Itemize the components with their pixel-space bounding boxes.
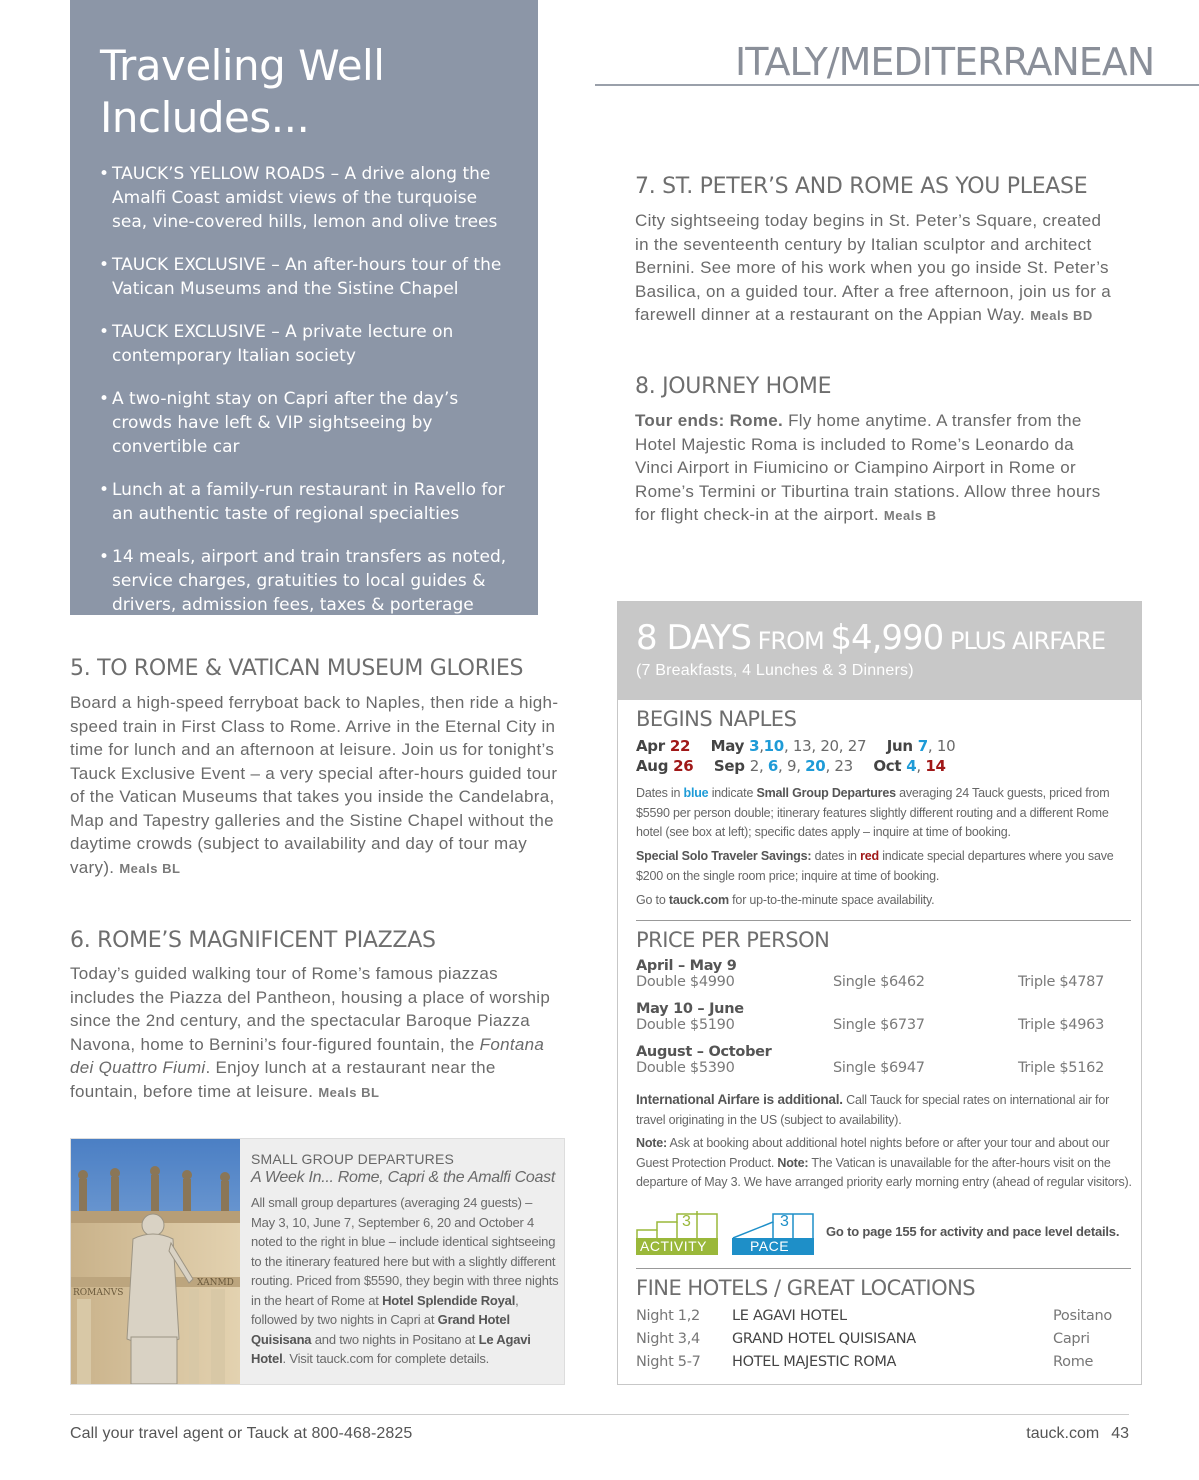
includes-box: [70, 0, 538, 615]
price-single: Single $6462: [833, 974, 925, 990]
activity-steps-icon: [636, 1211, 718, 1238]
hotel-location: Rome: [1053, 1354, 1094, 1370]
price-box: [617, 601, 1142, 1385]
hotel-name: HOTEL MAJESTIC ROMA: [732, 1354, 897, 1370]
price-double: Double $5190: [636, 1017, 735, 1033]
days-label: 8 DAYS: [636, 618, 751, 658]
date-blue: 10: [763, 737, 784, 755]
day8-meals: Meals B: [883, 508, 937, 523]
date-blue: 6: [767, 757, 779, 775]
divider: [636, 1268, 1131, 1269]
price-title: PRICE PER PERSON: [636, 928, 830, 952]
day5-body: [70, 691, 565, 880]
day6-meals: Meals BL: [318, 1084, 380, 1100]
photo-inscription: ROMANVS: [73, 1288, 124, 1298]
price-triple: Triple $5162: [1018, 1060, 1105, 1076]
day5-title: 5. TO ROME & VATICAN MUSEUM GLORIES: [70, 656, 524, 681]
begins-title: BEGINS NAPLES: [636, 707, 797, 731]
includes-item: • Lunch at a family-run restaurant in Ravello for an authentic taste of regional specialties: [100, 478, 516, 526]
dates-line-2: [636, 757, 962, 775]
level-note: Go to page 155 for activity and pace level details.: [826, 1224, 1120, 1239]
hotels-title: FINE HOTELS / GREAT LOCATIONS: [636, 1276, 976, 1300]
sg-body-b: , followed by two nights in Capri at: [251, 1292, 519, 1327]
includes-item: • TAUCK EXCLUSIVE – An after-hours tour of the Vatican Museums and the Sistine Chapel: [100, 253, 516, 301]
hotel-nights: Night 5-7: [636, 1354, 701, 1370]
airfare-label: PLUS AIRFARE: [943, 627, 1106, 655]
date-blue: 3: [749, 737, 760, 755]
pace-level: [732, 1211, 814, 1255]
hotel-name: LE AGAVI HOTEL: [732, 1308, 847, 1324]
pace-steps-icon: [732, 1211, 814, 1238]
day6-text-b: . Enjoy lunch at a restaurant near the fountain, before time at leisure.: [70, 1058, 496, 1101]
price-header: [618, 602, 1141, 700]
dates-oct: Oct 4, 14: [873, 757, 946, 775]
day5-meals: Meals BL: [119, 860, 181, 876]
dates-aug: Aug 26: [636, 757, 694, 775]
note-hotel-vatican: Note: Ask at booking about additional hotel nights before or after your tour and about our Guest Protection Product. Note: The Vatican is unavailable for the after-hours visit on the departure of May 3. We have arranged priority early morning entry (ahead of regular visitors).: [636, 1136, 1132, 1189]
day6-body: [70, 962, 565, 1104]
activity-level-number: 3: [682, 1213, 691, 1230]
dates-apr: Apr 22: [636, 737, 691, 755]
price-period: May 10 – June: [636, 1001, 744, 1017]
day8-title: 8. JOURNEY HOME: [635, 374, 832, 399]
day8-lead: Tour ends: Rome.: [635, 411, 784, 430]
hotel-name: GRAND HOTEL QUISISANA: [732, 1331, 916, 1347]
day6-fountain-name: Fontana dei Quattro Fiumi: [70, 1034, 545, 1077]
date-red: 14: [925, 757, 946, 775]
hotel-row: [636, 1331, 1136, 1353]
photo-inscription-2: XANMD: [197, 1278, 234, 1288]
day6-text-a: Today’s guided walking tour of Rome’s famous piazzas includes the Piazza del Pantheon, housing a place of worship since the 2nd century, and the spectacular Baroque Piazza Navona, home to Bernini’s four-figured fountain, the: [70, 964, 551, 1054]
price-period: August – October: [636, 1044, 772, 1060]
price-period: April – May 9: [636, 958, 737, 974]
footer-rule: [70, 1414, 1129, 1415]
includes-list: [100, 162, 516, 617]
includes-item: • 14 meals, airport and train transfers as noted, service charges, gratuities to local guides & drivers, admission fees, taxes & porterage: [100, 545, 516, 617]
sg-body-a: All small group departures (averaging 24 guests) – May 3, 10, June 7, September 6, 20 and October 4 noted to the right in blue – include identical sightseeing to the itinerary featured here but with a slightly different routing. Priced from $5590, they begin with three nights in the heart of Rome at: [251, 1195, 559, 1308]
price-single: Single $6737: [833, 1017, 925, 1033]
day6-title: 6. ROME’S MAGNIFICENT PIAZZAS: [70, 928, 436, 953]
price-triple: Triple $4787: [1018, 974, 1105, 990]
footer-contact: Call your travel agent or Tauck at 800-468-2825: [70, 1425, 413, 1442]
price-row: [636, 1001, 1136, 1037]
footer-site-link[interactable]: tauck.com: [1026, 1425, 1100, 1442]
hotel-location: Positano: [1053, 1308, 1112, 1324]
date-blue: 20: [805, 757, 826, 775]
day5-text: Board a high-speed ferryboat back to Naples, then ride a high-speed train in First Class to Rome. Arrive in the Eternal City in time for lunch and an afternoon at leisure. Join us for tonight’s Tauck Exclusive Event – a very special after-hours guided tour of the Vatican Museums that takes you inside the Candelabra, Map and Tapestry galleries and the Sistine Chapel without the daytime crowds (subject to availability and day of tour may vary).: [70, 693, 559, 877]
price-triple: Triple $4963: [1018, 1017, 1105, 1033]
page-number: 43: [1111, 1425, 1129, 1442]
dates-jun: Jun 7, 10: [886, 737, 956, 755]
price-row: [636, 958, 1136, 994]
day8-text: Fly home anytime. A transfer from the Hotel Majestic Roma is included to Rome’s Leonardo da Vinci Airport in Fiumicino or Ciampino Airport in Rome or Rome’s Termini or Tiburtina train stations. Allow three hours for flight check-in at the airport.: [635, 411, 1101, 524]
activity-label: ACTIVITY: [636, 1238, 718, 1255]
small-group-body: [251, 1193, 559, 1369]
date-red: 22: [669, 737, 691, 755]
st-peters-photo: [71, 1139, 240, 1384]
price-double: Double $4990: [636, 974, 735, 990]
day7-meals: Meals BD: [1030, 308, 1093, 323]
date-blue: 4: [906, 757, 917, 775]
small-group-heading: SMALL GROUP DEPARTURES: [251, 1151, 455, 1167]
from-label: FROM: [751, 627, 831, 655]
note-airfare: International Airfare is additional. Call Tauck for special rates on international air for travel originating in the US (subject to availability).: [636, 1092, 1110, 1127]
date-red: 26: [673, 757, 694, 775]
note-goto: Go to tauck.com for up-to-the-minute space availability.: [636, 893, 935, 907]
sg-body-c: and two nights in Positano at: [311, 1331, 479, 1347]
note-small-group: Dates in blue indicate Small Group Departures averaging 24 Tauck guests, priced from $5590 per person double; itinerary features slightly different routing and a different Rome hotel (see box at left); specific dates apply – inquire at time of booking.: [636, 786, 1110, 839]
hotel-row: [636, 1354, 1136, 1376]
price-double: Double $5390: [636, 1060, 735, 1076]
date-blue: 7: [917, 737, 928, 755]
includes-item: • TAUCK’S YELLOW ROADS – A drive along the Amalfi Coast amidst views of the turquoise sea, vine-covered hills, lemon and olive trees: [100, 162, 516, 234]
day8-body: [635, 409, 1110, 528]
sg-hotel-splendide: Hotel Splendide Royal: [382, 1292, 516, 1308]
sg-hotel-quisisana: Grand Hotel Quisisana: [251, 1312, 510, 1347]
dates-sep: Sep 2, 6, 9, 20, 23: [713, 757, 853, 775]
hotel-location: Capri: [1053, 1331, 1090, 1347]
includes-item: • TAUCK EXCLUSIVE – A private lecture on contemporary Italian society: [100, 320, 516, 368]
activity-level: [636, 1211, 718, 1255]
pace-label: PACE: [732, 1238, 814, 1255]
divider: [636, 920, 1131, 921]
dates-line-1: [636, 737, 971, 755]
day7-body: [635, 209, 1115, 328]
small-group-text: [251, 1151, 559, 1369]
includes-title-line1: Traveling Well: [100, 41, 385, 90]
region-heading: ITALY/MEDITERRANEAN: [735, 40, 1155, 84]
region-rule: [595, 84, 1199, 86]
hotel-nights: Night 3,4: [636, 1331, 700, 1347]
price-single: Single $6947: [833, 1060, 925, 1076]
hotel-row: [636, 1308, 1136, 1330]
includes-item: • A two-night stay on Capri after the day’s crowds have left & VIP sightseeing by convertible car: [100, 387, 516, 459]
pace-level-number: 3: [780, 1213, 789, 1230]
small-group-box: [70, 1138, 565, 1385]
st-peters-statue-image: [71, 1139, 240, 1384]
small-group-subtitle: A Week In... Rome, Capri & the Amalfi Coast: [251, 1169, 555, 1186]
day7-title: 7. ST. PETER’S AND ROME AS YOU PLEASE: [635, 174, 1088, 199]
hotel-nights: Night 1,2: [636, 1308, 700, 1324]
note-solo: Special Solo Traveler Savings: dates in red indicate special departures where you save $200 on the single room price; inquire at time of booking.: [636, 849, 1114, 883]
price-row: [636, 1044, 1136, 1080]
includes-title-line2: Includes...: [100, 93, 310, 142]
day7-text: City sightseeing today begins in St. Peter’s Square, created in the seventeenth century by Italian sculptor and architect Bernini. See more of his work when you go inside St. Peter’s Basilica, on a guided tour. After a free afternoon, join us for a farewell dinner at a restaurant on the Appian Way.: [635, 211, 1111, 324]
dates-may: May 3,10, 13, 20, 27: [710, 737, 867, 755]
footer-right: [1026, 1425, 1129, 1443]
sg-body-d: . Visit tauck.com for complete details.: [282, 1351, 490, 1366]
sg-hotel-agavi: Le Agavi Hotel: [251, 1331, 531, 1366]
tauck-link[interactable]: tauck.com: [668, 893, 729, 907]
price-value: $4,990: [830, 618, 944, 658]
price-headline: [636, 618, 1123, 658]
meals-summary: (7 Breakfasts, 4 Lunches & 3 Dinners): [636, 662, 914, 679]
